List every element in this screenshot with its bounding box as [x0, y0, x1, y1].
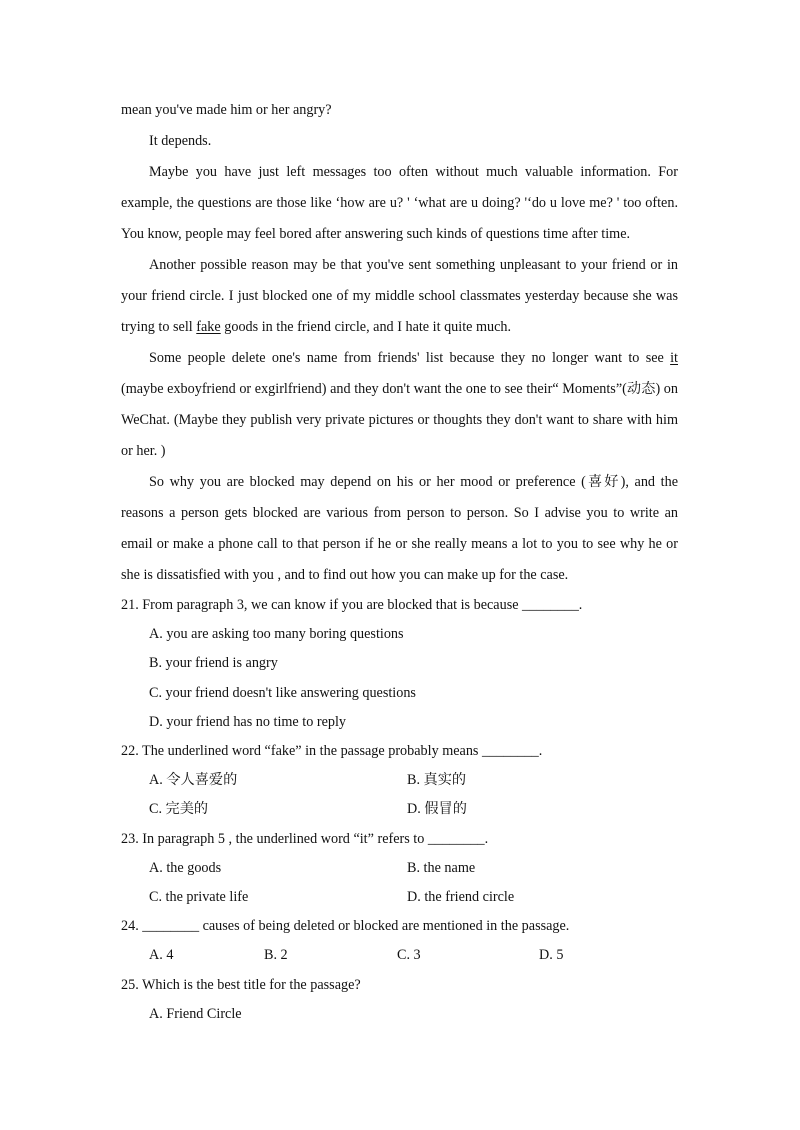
question-21-option-d: D. your friend has no time to reply: [149, 713, 347, 730]
passage-paragraph-6: So why you are blocked may depend on his or her mood or preference (喜好), and the reasons a person gets blocked are various from person to person. So I advise you to write an email or make a phone call to that person if he or she really means a lot to you to see why he or she is dissatisfied with you , and to find out how you can make up for the case.: [121, 474, 678, 583]
question-22-options-row-1: [121, 766, 678, 795]
question-22-option-b: B. 真实的: [407, 772, 467, 789]
question-21-option-a: A. you are asking too many boring questions: [149, 626, 404, 643]
passage-paragraph-2: It depends.: [149, 133, 212, 149]
paragraph-4-text-after: goods in the friend circle, and I hate it quite much.: [220, 319, 512, 335]
question-22-options-row-2: [121, 795, 678, 824]
question-24-option-b: B. 2: [264, 947, 288, 964]
question-21-option-c: C. your friend doesn't like answering questions: [149, 684, 416, 701]
question-24-option-a: A. 4: [149, 947, 174, 964]
underlined-word-fake: fake: [196, 319, 221, 335]
question-24-stem: 24. ________ causes of being deleted or blocked are mentioned in the passage.: [121, 918, 570, 935]
question-23-stem: 23. In paragraph 5 , the underlined word “it” refers to ________.: [121, 830, 489, 847]
passage-paragraph-5: [121, 343, 678, 467]
question-24-option-c: C. 3: [397, 947, 421, 964]
question-24-option-d: D. 5: [539, 947, 564, 964]
question-25-option-a: A. Friend Circle: [149, 1005, 242, 1022]
question-23-option-d: D. the friend circle: [407, 889, 515, 906]
paragraph-5-text-before: Some people delete one's name from friends' list because they no longer want to see: [149, 350, 671, 366]
document-page: [121, 95, 678, 1029]
paragraph-4-text-before: Another possible reason may be that you've sent something unpleasant to your friend or in your friend circle. I just blocked one of my middle school classmates yesterday because she was trying to sell: [121, 257, 678, 335]
passage-paragraph-1-continued: mean you've made him or her angry?: [121, 102, 332, 118]
question-25-stem: 25. Which is the best title for the passage?: [121, 976, 361, 993]
question-21-stem: 21. From paragraph 3, we can know if you are blocked that is because ________.: [121, 597, 583, 613]
question-23-options-row-1: [121, 854, 678, 883]
question-22-option-a: A. 令人喜爱的: [149, 772, 238, 789]
question-21-option-b: B. your friend is angry: [149, 655, 278, 672]
passage-paragraph-4: [121, 250, 678, 343]
question-23-options-row-2: [121, 883, 678, 912]
question-23-option-c: C. the private life: [149, 889, 249, 906]
question-22-stem: 22. The underlined word “fake” in the passage probably means ________.: [121, 743, 543, 760]
question-23-option-a: A. the goods: [149, 859, 222, 876]
underlined-word-it: it: [670, 350, 678, 366]
question-24-options-row: [121, 941, 678, 970]
passage-paragraph-3: Maybe you have just left messages too often without much valuable information. For example, the questions are those like ‘how are u? ' ‘what are u doing? '‘do u love me? ' too often. You know, people may feel bored after answering such kinds of questions time after time.: [121, 164, 678, 242]
paragraph-5-text-after: (maybe exboyfriend or exgirlfriend) and they don't want the one to see their“ Moments”(动态) on WeChat. (Maybe they publish very private pictures or thoughts they don't want to share with him or her. ): [121, 381, 678, 459]
question-23-option-b: B. the name: [407, 859, 476, 876]
question-22-option-d: D. 假冒的: [407, 801, 467, 818]
question-22-option-c: C. 完美的: [149, 801, 209, 818]
